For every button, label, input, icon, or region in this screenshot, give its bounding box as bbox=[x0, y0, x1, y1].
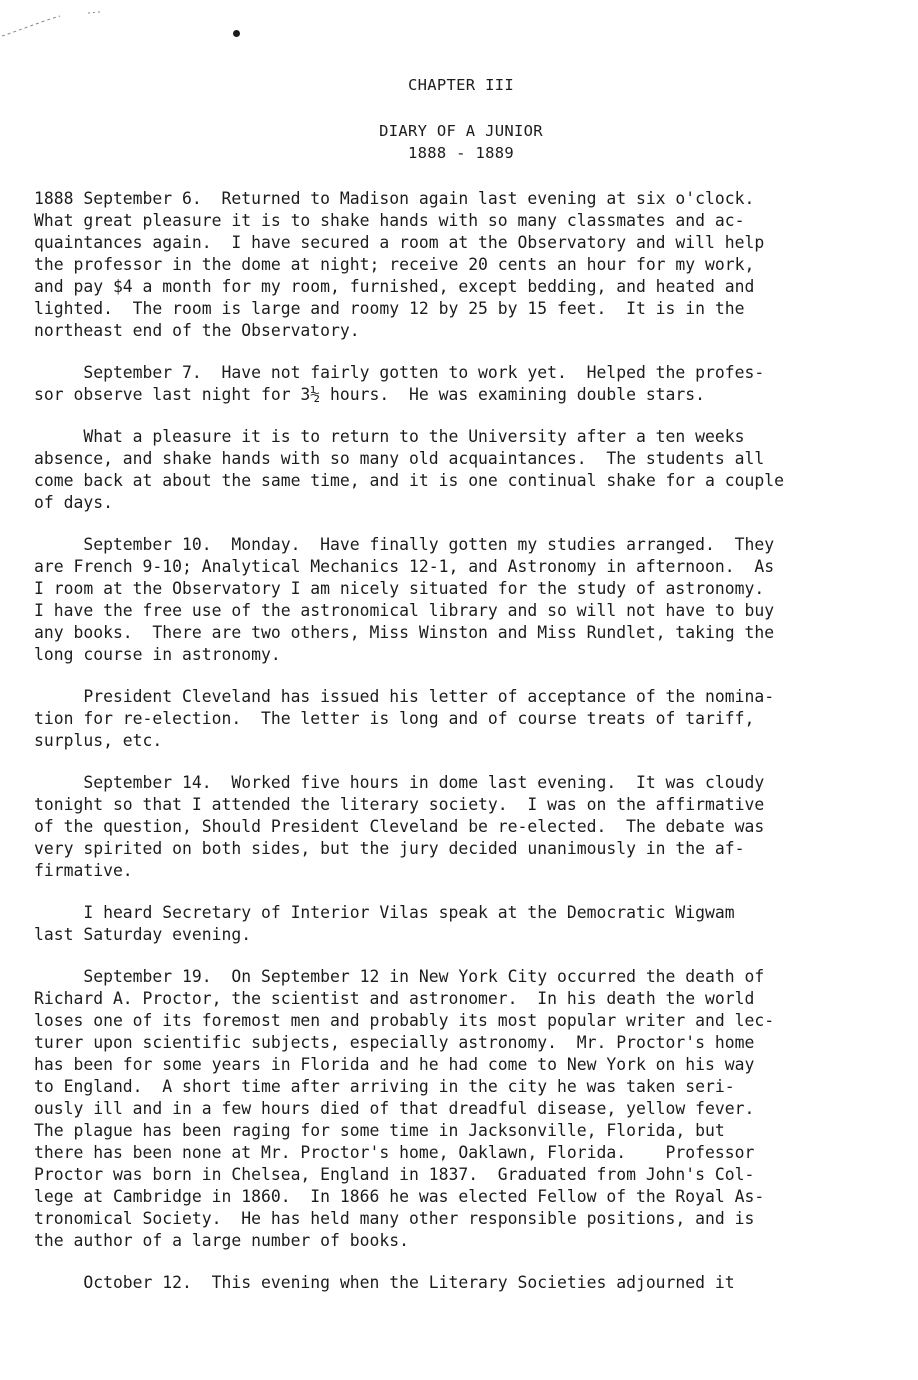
text-line: What a pleasure it is to return to the University after a ten weeks bbox=[34, 427, 745, 446]
text-line: Richard A. Proctor, the scientist and astronomer. In his death the world bbox=[34, 989, 755, 1008]
text-line: I room at the Observatory I am nicely situated for the study of astronomy. bbox=[34, 579, 765, 598]
text-line: tonight so that I attended the literary society. I was on the affirmative bbox=[34, 795, 765, 814]
diary-body bbox=[34, 188, 876, 1294]
text-line: tronomical Society. He has held many other responsible positions, and is bbox=[34, 1209, 755, 1228]
text-line: September 7. Have not fairly gotten to work yet. Helped the profes- bbox=[34, 363, 765, 382]
text-line: firmative. bbox=[34, 861, 133, 880]
text-line: of days. bbox=[34, 493, 113, 512]
diary-paragraph bbox=[34, 686, 876, 752]
diary-paragraph bbox=[34, 188, 876, 342]
text-line: I have the free use of the astronomical library and so will not have to buy bbox=[34, 601, 775, 620]
diary-paragraph bbox=[34, 772, 876, 882]
text-line: October 12. This evening when the Literary Societies adjourned it bbox=[34, 1273, 735, 1292]
diary-paragraph bbox=[34, 1272, 876, 1294]
scan-speck-mark bbox=[0, 0, 110, 40]
text-line: The plague has been raging for some time in Jacksonville, Florida, but bbox=[34, 1121, 725, 1140]
text-line: are French 9-10; Analytical Mechanics 12-1, and Astronomy in afternoon. As bbox=[34, 557, 775, 576]
text-line: turer upon scientific subjects, especially astronomy. Mr. Proctor's home bbox=[34, 1033, 755, 1052]
text-line: ously ill and in a few hours died of that dreadful disease, yellow fever. bbox=[34, 1099, 755, 1118]
text-line: Proctor was born in Chelsea, England in 1837. Graduated from John's Col- bbox=[34, 1165, 755, 1184]
diary-paragraph bbox=[34, 534, 876, 666]
diary-paragraph bbox=[34, 362, 876, 406]
chapter-title: DIARY OF A JUNIOR bbox=[379, 122, 543, 140]
text-line: September 14. Worked five hours in dome last evening. It was cloudy bbox=[34, 773, 765, 792]
text-line: last Saturday evening. bbox=[34, 925, 252, 944]
text-line: What great pleasure it is to shake hands with so many classmates and ac- bbox=[34, 211, 745, 230]
ink-dot-mark bbox=[233, 30, 240, 37]
text-line: to England. A short time after arriving in the city he was taken seri- bbox=[34, 1077, 735, 1096]
text-line: September 19. On September 12 in New York City occurred the death of bbox=[34, 967, 765, 986]
text-line: the professor in the dome at night; receive 20 cents an hour for my work, bbox=[34, 255, 755, 274]
chapter-heading: CHAPTER III bbox=[408, 76, 514, 94]
text-line: there has been none at Mr. Proctor's home, Oaklawn, Florida. Professor bbox=[34, 1143, 755, 1162]
text-line: come back at about the same time, and it is one continual shake for a couple bbox=[34, 471, 784, 490]
text-line: any books. There are two others, Miss Winston and Miss Rundlet, taking the bbox=[34, 623, 775, 642]
text-line: has been for some years in Florida and he had come to New York on his way bbox=[34, 1055, 755, 1074]
text-line: northeast end of the Observatory. bbox=[34, 321, 360, 340]
text-line: very spirited on both sides, but the jury decided unanimously in the af- bbox=[34, 839, 745, 858]
text-line: President Cleveland has issued his letter of acceptance of the nomina- bbox=[34, 687, 775, 706]
text-line: long course in astronomy. bbox=[34, 645, 281, 664]
text-line: lighted. The room is large and roomy 12 by 25 by 15 feet. It is in the bbox=[34, 299, 745, 318]
text-line: of the question, Should President Cleveland be re-elected. The debate was bbox=[34, 817, 765, 836]
diary-paragraph bbox=[34, 902, 876, 946]
text-line: surplus, etc. bbox=[34, 731, 163, 750]
text-line: absence, and shake hands with so many old acquaintances. The students all bbox=[34, 449, 765, 468]
text-line: quaintances again. I have secured a room at the Observatory and will help bbox=[34, 233, 765, 252]
diary-paragraph bbox=[34, 966, 876, 1252]
text-line: and pay $4 a month for my room, furnished, except bedding, and heated and bbox=[34, 277, 755, 296]
text-line: sor observe last night for 3½ hours. He was examining double stars. bbox=[34, 385, 706, 404]
text-line: lege at Cambridge in 1860. In 1866 he was elected Fellow of the Royal As- bbox=[34, 1187, 765, 1206]
text-line: 1888 September 6. Returned to Madison again last evening at six o'clock. bbox=[34, 189, 755, 208]
text-line: September 10. Monday. Have finally gotten my studies arranged. They bbox=[34, 535, 775, 554]
diary-paragraph bbox=[34, 426, 876, 514]
text-line: the author of a large number of books. bbox=[34, 1231, 409, 1250]
text-line: loses one of its foremost men and probably its most popular writer and lec- bbox=[34, 1011, 775, 1030]
chapter-years: 1888 - 1889 bbox=[408, 144, 514, 162]
text-line: tion for re-election. The letter is long and of course treats of tariff, bbox=[34, 709, 755, 728]
text-line: I heard Secretary of Interior Vilas speak at the Democratic Wigwam bbox=[34, 903, 735, 922]
